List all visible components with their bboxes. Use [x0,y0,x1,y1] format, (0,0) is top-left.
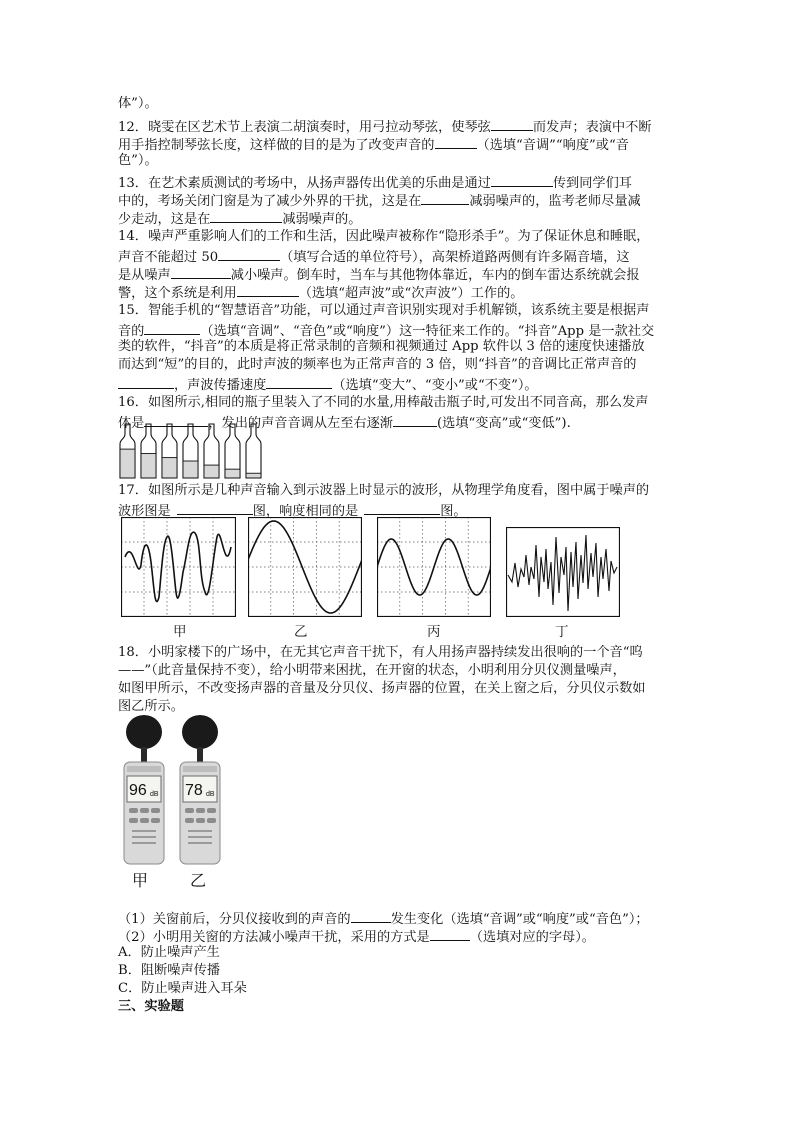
text: 减小噪声。倒车时，当车与其他物体靠近，车内的倒车雷达系统就会报 [230,268,640,283]
text: （2）小明用关窗的方法减小噪声干扰，采用的方式是 [118,930,430,945]
text: A．防止噪声产生 [118,945,220,960]
waveform-yi [248,517,362,617]
waveform-label: 丙 [427,624,441,640]
answer-blank[interactable] [237,282,299,297]
text: 声音不能超过 50 [118,250,219,265]
answer-blank[interactable] [430,926,470,941]
meter-reading: 96 [129,782,147,799]
question-15-line-1 [118,302,649,320]
answer-blank[interactable] [435,134,477,149]
waveform-bing [377,517,491,617]
waveform-line [508,535,617,611]
text: 三、实验题 [118,999,184,1014]
option-a[interactable] [118,944,220,962]
bottles-figure [118,422,268,480]
meter-button [196,818,205,823]
meter-button [151,818,160,823]
meter-detail [132,842,156,844]
answer-blank[interactable] [171,264,231,279]
meter-neck [141,747,147,763]
text: 发生变化（选填“音调”或“响度”或“音色”）； [390,912,649,927]
meter-neck [197,747,203,763]
microphone-icon [182,715,218,749]
text: 减弱噪声的。 [282,212,362,227]
decibel-meter-yi [180,715,220,864]
water-level [247,473,260,478]
answer-blank[interactable] [177,500,253,515]
text: 是从噪声 [118,268,171,283]
meter-button [129,808,138,813]
text: (选填“变高”或“变低”). [437,416,571,431]
text: 少走动，这是在 [118,212,211,227]
question-13-line-3 [118,208,361,229]
text: 类的软件，“抖音”的本质是将正常录制的音频和视频通过 App 软件以 3 倍的速度快速播放 [118,339,645,354]
waveform-ding [506,527,620,617]
meter-reading: 78 [185,782,203,799]
meter-button [196,808,205,813]
section-heading [118,998,184,1016]
answer-blank[interactable] [421,190,469,205]
answer-blank[interactable] [491,116,533,131]
text: 12．晓雯在区艺术节上表演二胡演奏时，用弓拉动琴弦，使琴弦 [118,120,491,135]
meter-detail [188,842,212,844]
question-18-line-1 [118,644,643,662]
bottle [141,424,156,478]
text: （选填“音调”、“音色”或“响度”）这一特征来工作的。“抖音”App 是一款社交 [200,324,655,339]
meter-unit: dB [206,791,215,798]
meter-button [185,808,194,813]
meter-detail [132,830,156,832]
answer-blank[interactable] [393,412,437,427]
bottle [225,424,240,478]
text: 17．如图所示是几种声音输入到示波器上时显示的波形，从物理学角度看，图中属于噪声的 [118,483,650,498]
text: 体是 [118,416,145,431]
text: （选填对应的字母）。 [469,930,595,945]
bottle-outline [246,424,261,478]
water-level [226,469,239,478]
text: （填写合适的单位符号），高架桥道路两侧有许多隔音墙，这 [280,250,630,265]
text: 警，这个系统是利用 [118,286,237,301]
decibel-meters-figure [118,714,230,866]
answer-blank[interactable] [118,374,174,389]
meter-detail [188,830,212,832]
text: 15．智能手机的“智慧语音”功能，可以通过声音识别实现对手机解锁，该系统主要是根据声 [118,303,650,318]
question-12-line-2 [118,134,629,155]
bottle [204,424,219,478]
text: C．防止噪声进入耳朵 [118,981,247,996]
question-18-line-2 [118,662,626,680]
bottle [120,424,135,478]
text: 图。 [440,504,467,519]
meter-button [140,818,149,823]
question-12-line-3 [118,152,158,170]
answer-blank[interactable] [266,374,332,389]
text: 色”）。 [118,153,158,168]
question-14-line-4 [118,282,523,303]
option-b[interactable] [118,962,220,980]
meter-header [127,766,161,772]
text: 而发声；表演中不断 [532,120,652,135]
waveform-label: 丁 [555,624,569,640]
waveform-label: 甲 [173,624,187,640]
bottle [162,424,177,478]
question-15-line-4 [118,356,637,374]
water-level [163,458,176,478]
meter-detail [188,836,212,838]
text: 减弱噪声的，监考老师尽量减 [469,194,641,209]
meter-button [185,818,194,823]
answer-blank[interactable] [351,908,391,923]
text: （选填“音调”“响度”或“音 [476,138,629,153]
water-level [184,461,197,478]
water-level [142,454,155,478]
option-c[interactable] [118,980,247,998]
bottle [183,424,198,478]
text-line [118,95,158,113]
text: （1）关窗前后，分贝仪接收到的声音的 [118,912,351,927]
answer-blank[interactable] [144,320,200,335]
water-level [205,465,218,478]
text: 图乙所示。 [118,699,184,714]
question-16-line-1 [118,394,648,412]
question-15-line-5 [118,374,538,395]
text: 图，响度相同的是 [252,504,359,519]
oscilloscope-grid [248,517,362,617]
question-14-line-1 [118,228,649,246]
meter-button [129,818,138,823]
text: B．阻断噪声传播 [118,963,221,978]
answer-blank[interactable] [364,500,440,515]
text: ，发出的声音音调从左至右逐渐 [208,416,393,431]
text: ，声波传播速度 [174,378,267,393]
answer-blank[interactable] [218,246,280,261]
answer-blank[interactable] [491,172,553,187]
meter-button [140,808,149,813]
question-15-line-3 [118,338,645,356]
bottle [246,424,261,478]
water-level [121,449,134,478]
meter-unit: dB [150,791,159,798]
meter-button [207,808,216,813]
microphone-icon [126,715,162,749]
text: 14．噪声严重影响人们的工作和生活，因此噪声被称作“隐形杀手”。为了保证休息和睡眠， [118,229,650,244]
meter-label: 甲 [132,871,149,890]
meter-button [151,808,160,813]
bottle-group [120,424,261,478]
text: 16．如图所示,相同的瓶子里装入了不同的水量,用棒敲击瓶子时,可发出不同音高，那么发声 [118,395,649,410]
text: 如图甲所示，不改变扬声器的音量及分贝仪、扬声器的位置，在关上窗之后，分贝仪示数如 [118,681,646,696]
waveform-label: 乙 [294,624,308,640]
text: 音的 [118,324,145,339]
waveform-jia [121,517,236,617]
oscilloscope-grid [121,517,236,617]
meter-detail [132,836,156,838]
text: 波形图是 [118,504,171,519]
text: ——”（此音量保持不变），给小明带来困扰，在开窗的状态，小明利用分贝仪测量噪声， [118,663,626,678]
text: 传到同学们耳 [552,176,632,191]
meter-header [183,766,217,772]
meter-label: 乙 [190,871,207,890]
text: 而达到“短”的目的，此时声波的频率也为正常声音的 3 倍，则“抖音”的音调比正常声音的 [118,357,637,372]
answer-blank[interactable] [210,208,282,223]
question-17-line-1 [118,482,649,500]
text: 体”）。 [118,96,158,111]
text: 18．小明家楼下的广场中，在无其它声音干扰下，有人用扬声器持续发出很响的一个音“呜 [118,645,643,660]
text: 用手指控制琴弦长度，这样做的目的是为了改变声音的 [118,138,435,153]
question-18-line-3 [118,680,646,698]
text: （选填“变大”、“变小”或“不变”）。 [332,378,538,393]
decibel-meter-jia [124,715,164,864]
text: 中的，考场关闭门窗是为了减少外界的干扰，这是在 [118,194,422,209]
meter-button [207,818,216,823]
text: （选填“超声波”或“次声波”）工作的。 [298,286,524,301]
text: 13．在艺术素质测试的考场中，从扬声器传出优美的乐曲是通过 [118,176,491,191]
